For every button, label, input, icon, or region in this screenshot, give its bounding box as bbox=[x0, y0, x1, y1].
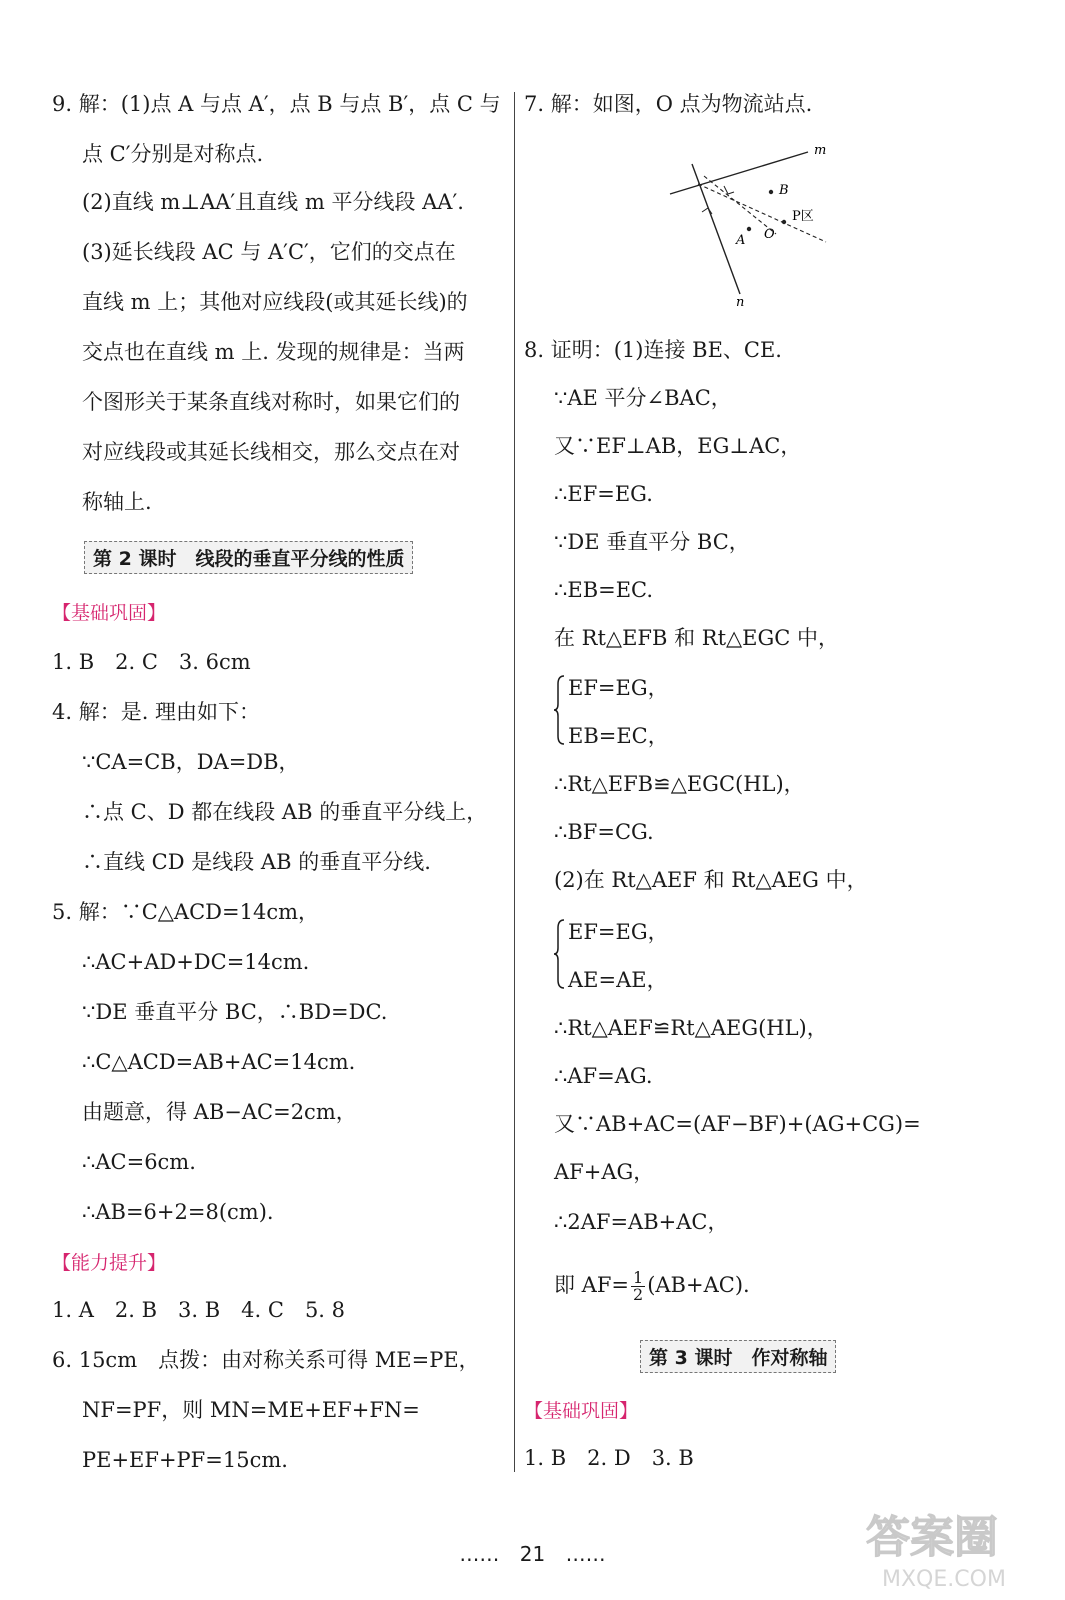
watermark-url: MXQE.COM bbox=[882, 1567, 1006, 1592]
q8-line-12: (2)在 Rt△AEF 和 Rt△AEG 中， bbox=[554, 868, 868, 892]
q6-line-1: 6. 15cm 点拨：由对称关系可得 ME=PE， bbox=[52, 1348, 480, 1372]
tag-basic-consolidation: 【基础巩固】 bbox=[52, 602, 167, 624]
q8-line-16: ∴AF=AG. bbox=[554, 1064, 653, 1088]
q4-line-1: 4. 解：是. 理由如下： bbox=[52, 700, 261, 724]
q8-line-3: 又∵EF⊥AB，EG⊥AC， bbox=[554, 434, 802, 458]
fraction-numerator: 1 bbox=[633, 1268, 644, 1287]
q9-line-1: 9. 解：(1)点 A 与点 A′，点 B 与点 B′，点 C 与 bbox=[52, 92, 501, 116]
system-brace-1 bbox=[554, 674, 566, 746]
q8-line-15: ∴Rt△AEF≌Rt△AEG(HL)， bbox=[554, 1016, 828, 1040]
q9-line-8: 对应线段或其延长线相交，那么交点在对 bbox=[82, 440, 460, 464]
basic-answers-1-3: 1. B 2. C 3. 6cm bbox=[52, 650, 251, 674]
system-brace-2 bbox=[554, 918, 566, 990]
point-O bbox=[782, 220, 786, 224]
q8-system2-eq2: AE=AE， bbox=[568, 968, 668, 992]
q8-line-5: ∵DE 垂直平分 BC， bbox=[554, 530, 750, 554]
q5-line-3: ∵DE 垂直平分 BC，∴BD=DC. bbox=[82, 1000, 388, 1024]
tag-basic-consolidation-2: 【基础巩固】 bbox=[524, 1400, 639, 1422]
q8-line-2: ∵AE 平分∠BAC， bbox=[554, 386, 732, 410]
q5-line-7: ∴AB=6+2=8(cm). bbox=[82, 1200, 274, 1224]
q4-line-2: ∵CA=CB，DA=DB， bbox=[82, 750, 300, 774]
q8-line-1: 8. 证明：(1)连接 BE、CE. bbox=[524, 338, 782, 362]
label-O: O bbox=[764, 227, 775, 242]
q5-line-2: ∴AC+AD+DC=14cm. bbox=[82, 950, 310, 974]
fraction-one-half bbox=[631, 1270, 645, 1303]
ability-answers-1-5: 1. A 2. B 3. B 4. C 5. 8 bbox=[52, 1298, 346, 1322]
q9-line-6: 交点也在直线 m 上. 发现的规律是：当两 bbox=[82, 340, 465, 364]
section-title-lesson-3: 第 3 课时 作对称轴 bbox=[640, 1340, 836, 1373]
watermark-text: 答案圈 bbox=[866, 1512, 998, 1563]
q8-line-19: ∴2AF=AB+AC， bbox=[554, 1210, 729, 1234]
q9-line-3: (2)直线 m⊥AA′且直线 m 平分线段 AA′. bbox=[82, 190, 464, 214]
tag-ability-improvement: 【能力提升】 bbox=[52, 1252, 167, 1274]
q8-final-suffix: (AB+AC). bbox=[647, 1273, 750, 1297]
page-number: 21 bbox=[519, 1542, 546, 1566]
point-B bbox=[769, 190, 773, 194]
dots-left: …… bbox=[459, 1542, 500, 1566]
q8-line-10: ∴Rt△EFB≌△EGC(HL)， bbox=[554, 772, 805, 796]
basic-answers-lesson3: 1. B 2. D 3. B bbox=[524, 1446, 694, 1470]
q5-line-1: 5. 解：∵C△ACD=14cm， bbox=[52, 900, 319, 924]
q8-system1-eq1: EF=EG， bbox=[568, 676, 669, 700]
q8-line-11: ∴BF=CG. bbox=[554, 820, 654, 844]
q4-line-4: ∴直线 CD 是线段 AB 的垂直平分线. bbox=[82, 850, 431, 874]
q5-line-6: ∴AC=6cm. bbox=[82, 1150, 196, 1174]
logistics-station-figure bbox=[664, 134, 864, 310]
section-title-lesson-2: 第 2 课时 线段的垂直平分线的性质 bbox=[84, 541, 413, 574]
q6-line-2: NF=PF，则 MN=ME+EF+FN= bbox=[82, 1398, 420, 1422]
q9-line-4: (3)延长线段 AC 与 A′C′，它们的交点在 bbox=[82, 240, 456, 264]
label-n: n bbox=[736, 295, 745, 310]
label-A: A bbox=[736, 233, 746, 248]
point-A bbox=[747, 227, 751, 231]
q9-line-7: 个图形关于某条直线对称时，如果它们的 bbox=[82, 390, 460, 414]
right-angle-mark-m bbox=[724, 186, 734, 194]
q8-line-4: ∴EF=EG. bbox=[554, 482, 653, 506]
q7-line: 7. 解：如图，O 点为物流站点. bbox=[524, 92, 813, 116]
q5-line-5: 由题意，得 AB−AC=2cm， bbox=[82, 1100, 357, 1124]
label-B: B bbox=[779, 183, 789, 198]
q9-line-2: 点 C′分别是对称点. bbox=[82, 142, 264, 166]
q8-final-prefix: 即 AF= bbox=[554, 1273, 630, 1297]
q8-system2-eq1: EF=EG， bbox=[568, 920, 669, 944]
q8-line-7: 在 Rt△EFB 和 Rt△EGC 中， bbox=[554, 626, 840, 650]
q8-final-line bbox=[554, 1270, 750, 1303]
line-n bbox=[692, 164, 740, 294]
q6-line-3: PE+EF+PF=15cm. bbox=[82, 1448, 288, 1472]
q5-line-4: ∴C△ACD=AB+AC=14cm. bbox=[82, 1050, 356, 1074]
watermark-logo bbox=[862, 1500, 1052, 1592]
q9-line-9: 称轴上. bbox=[82, 490, 152, 514]
column-divider bbox=[514, 92, 515, 1472]
q4-line-3: ∴点 C、D 都在线段 AB 的垂直平分线上， bbox=[82, 800, 488, 824]
label-m: m bbox=[814, 143, 827, 158]
q8-line-17: 又∵AB+AC=(AF−BF)+(AG+CG)= bbox=[554, 1112, 921, 1136]
q9-line-5: 直线 m 上；其他对应线段(或其延长线)的 bbox=[82, 290, 468, 314]
q8-line-6: ∴EB=EC. bbox=[554, 578, 654, 602]
label-P-region: P区 bbox=[792, 209, 814, 224]
fraction-denominator: 2 bbox=[633, 1285, 644, 1304]
q8-system1-eq2: EB=EC， bbox=[568, 724, 669, 748]
dots-right: …… bbox=[565, 1542, 606, 1566]
q8-line-18: AF+AG， bbox=[554, 1160, 655, 1184]
